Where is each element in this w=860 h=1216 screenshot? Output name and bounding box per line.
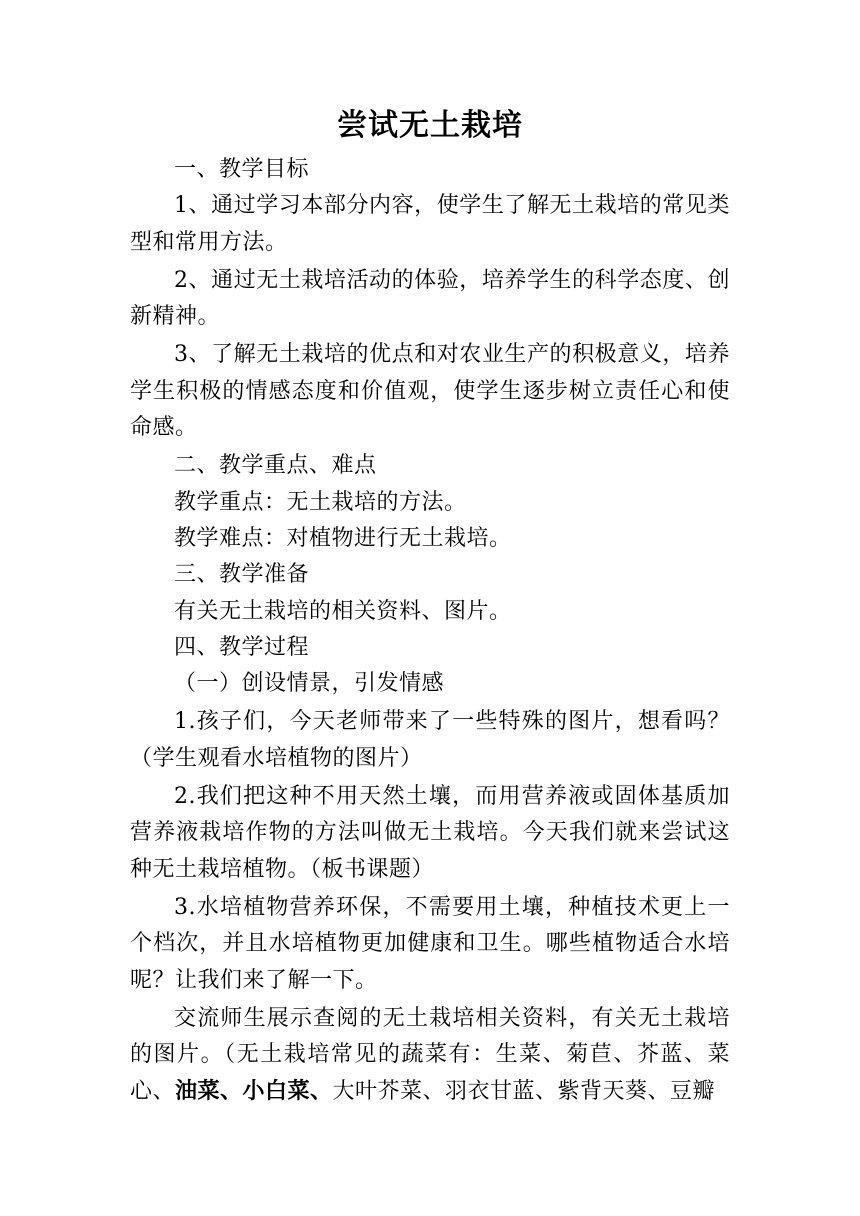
section-heading-process: 四、教学过程: [174, 634, 310, 660]
difficult-point: 教学难点：对植物进行无土栽培。: [174, 525, 512, 551]
key-point: 教学重点：无土栽培的方法。: [174, 489, 467, 515]
document-title: 尝试无土栽培: [337, 108, 523, 143]
preparation-text: 有关无土栽培的相关资料、图片。: [174, 598, 512, 624]
discussion-text-bold: 油菜、小白菜、: [175, 1078, 333, 1105]
document-page: [130, 100, 730, 1111]
objective-1: 1、通过学习本部分内容，使学生了解无土栽培的常见类型和常用方法。: [130, 193, 730, 255]
objective-3: 3、了解无土栽培的优点和对农业生产的积极意义，培养学生积极的情感态度和价值观，使学生逐步树立责任心和使命感。: [130, 342, 730, 441]
objective-2: 2、通过无土栽培活动的体验，培养学生的科学态度、创新精神。: [130, 267, 730, 330]
process-step-2: 2.我们把这种不用天然土壤，而用营养液或固体基质加营养液栽培作物的方法叫做无土栽培。今天我们就来尝试这种无土栽培植物。（板书课题）: [130, 784, 730, 882]
process-discussion: [130, 1001, 730, 1111]
section-heading-preparation: 三、教学准备: [174, 562, 310, 588]
discussion-text-part3: 大叶芥菜、羽衣甘蓝、紫背天葵、豆瓣: [332, 1079, 716, 1105]
section-heading-objectives: 一、教学目标: [174, 157, 310, 182]
discussion-text-part1: 交流师生展示查阅的无土栽培相关资料，有关无土栽培的图片。（无土栽培常见的蔬菜有：生菜、菊苣、芥蓝、菜心、: [130, 1005, 730, 1105]
subsection-heading-1: （一）创设情景，引发情感: [174, 671, 445, 697]
process-step-3: 3.水培植物营养环保，不需要用土壤，种植技术更上一个档次，并且水培植物更加健康和卫生。哪些植物适合水培呢？让我们来了解一下。: [130, 894, 730, 993]
process-step-1: 1.孩子们，今天老师带来了一些特殊的图片，想看吗？（学生观看水培植物的图片）: [130, 709, 730, 771]
section-heading-key-points: 二、教学重点、难点: [174, 453, 377, 479]
